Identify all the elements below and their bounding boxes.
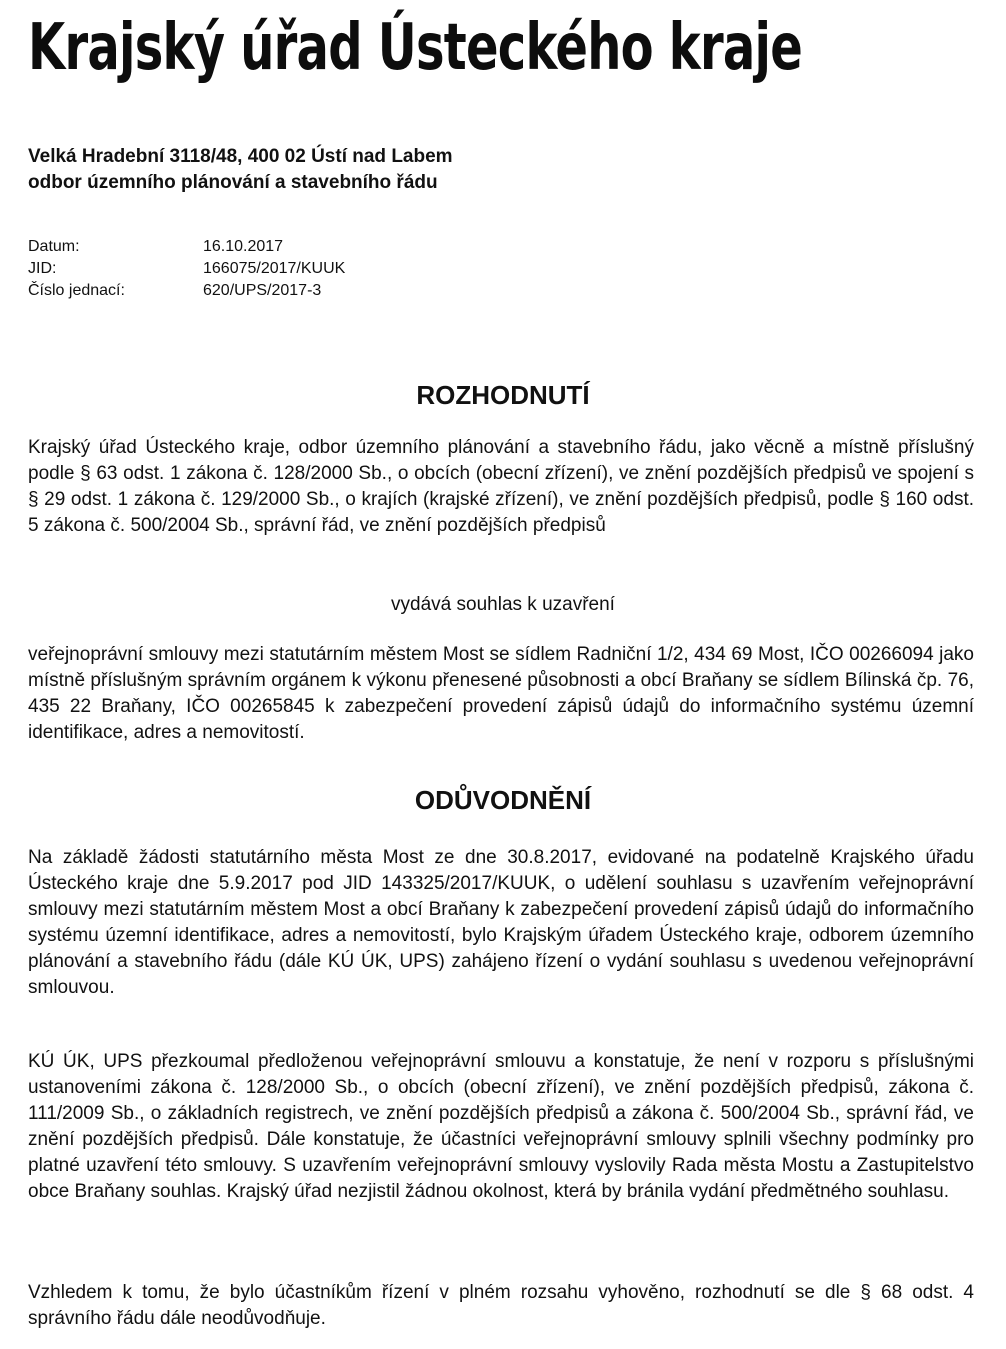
address-line: Velká Hradební 3118/48, 400 02 Ústí nad Labem bbox=[28, 146, 453, 167]
meta-row-date bbox=[28, 236, 345, 258]
reasoning-paragraph-3: Vzhledem k tomu, že bylo účastníkům řízení v plném rozsahu vyhověno, rozhodnutí se dle § 68 odst. 4 správního řádu dále neodůvodňuje. bbox=[28, 1282, 974, 1329]
jid-value: 166075/2017/KUUK bbox=[203, 260, 346, 277]
reference-label: Číslo jednací: bbox=[28, 282, 125, 299]
jid-label: JID: bbox=[28, 260, 57, 277]
decision-subject-paragraph: veřejnoprávní smlouvy mezi statutárním městem Most se sídlem Radniční 1/2, 434 69 Most, IČO 00266094 jako místně příslušným správním orgánem k výkonu přenesené působnosti a obcí Braňany se sídlem Bílinská čp. 76, 435 22 Braňany, IČO 00265845 k zabezpečení provedení zápisů údajů do informačního systému územní identifikace, adres a nemovitostí. bbox=[28, 644, 974, 743]
date-label: Datum: bbox=[28, 238, 80, 255]
document-meta bbox=[28, 236, 345, 302]
reasoning-paragraph-1: Na základě žádosti statutárního města Most ze dne 30.8.2017, evidované na podatelně Krajského úřadu Ústeckého kraje dne 5.9.2017 pod JID 143325/2017/KUUK, o udělení souhlasu s uzavřením veřejnoprávní smlouvy mezi statutárním městem Most a obcí Braňany k zabezpečení provedení zápisů údajů do informačního systému územní identifikace, adres a nemovitostí, bylo Krajským úřadem Ústeckého kraje, odborem územního plánování a stavebního řádu (dále KÚ ÚK, UPS) zahájeno řízení o vydání souhlasu s uvedenou veřejnoprávní smlouvou. bbox=[28, 847, 974, 998]
decision-heading: ROZHODNUTÍ bbox=[416, 380, 590, 410]
reasoning-heading: ODŮVODNĚNÍ bbox=[414, 785, 592, 815]
reasoning-paragraph-2: KÚ ÚK, UPS přezkoumal předloženou veřejnoprávní smlouvu a konstatuje, že není v rozporu s příslušnými ustanoveními zákona č. 128/2000 Sb., o obcích (obecní zřízení), ve znění pozdějších předpisů, zákona č. 111/2009 Sb., o základních registrech, ve znění pozdějších předpisů a zákona č. 500/2004 Sb., správní řád, ve znění pozdějších předpisů. Dále konstatuje, že účastníci veřejnoprávní smlouvy splnili všechny podmínky pro platné uzavření této smlouvy. S uzavřením veřejnoprávní smlouvy vyslovily Rada města Mostu a Zastupitelstvo obce Braňany souhlas. Krajský úřad nezjistil žádnou okolnost, která by bránila vydání předmětného souhlasu. bbox=[28, 1051, 974, 1202]
meta-row-jid bbox=[28, 258, 345, 280]
authority-address-block bbox=[28, 144, 453, 196]
decision-intro-paragraph: Krajský úřad Ústeckého kraje, odbor územního plánování a stavebního řádu, jako věcně a místně příslušný podle § 63 odst. 1 zákona č. 128/2000 Sb., o obcích (obecní zřízení), ve znění pozdějších předpisů ve spojení s § 29 odst. 1 zákona č. 129/2000 Sb., o krajích (krajské zřízení), ve znění pozdějších předpisů, podle § 160 odst. 5 zákona č. 500/2004 Sb., správní řád, ve znění pozdějších předpisů bbox=[28, 437, 974, 536]
decision-verdict: vydává souhlas k uzavření bbox=[391, 594, 615, 615]
date-value: 16.10.2017 bbox=[203, 238, 284, 255]
authority-title: Krajský úřad Ústeckého kraje bbox=[28, 11, 803, 85]
meta-row-reference bbox=[28, 280, 345, 302]
reference-value: 620/UPS/2017-3 bbox=[203, 282, 322, 299]
department-line: odbor územního plánování a stavebního řádu bbox=[28, 172, 438, 193]
